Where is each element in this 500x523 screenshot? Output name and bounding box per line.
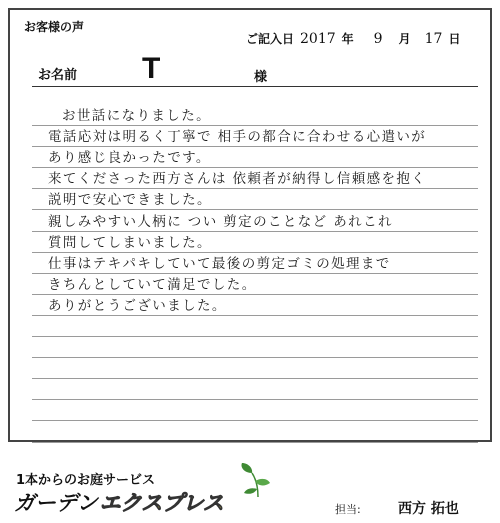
ruled-line bbox=[32, 147, 478, 168]
customer-name-row bbox=[32, 52, 478, 87]
ruled-line bbox=[32, 400, 478, 421]
ruled-line bbox=[32, 379, 478, 400]
honorific-suffix: 様 bbox=[254, 70, 268, 85]
ruled-line bbox=[32, 126, 478, 147]
ruled-line bbox=[32, 295, 478, 316]
logo-text-garden: ガーデン bbox=[14, 491, 98, 515]
ruled-line bbox=[32, 232, 478, 253]
message-line-8: 仕事はテキパキしていて最後の剪定ゴミの処理まで bbox=[48, 255, 391, 272]
card-title: お客様の声 bbox=[24, 20, 85, 34]
ruled-line bbox=[32, 316, 478, 337]
message-line-9: きちんとしていて満足でした。 bbox=[48, 276, 257, 293]
logo-text-express: エクスプレス bbox=[99, 491, 224, 515]
message-line-4: 来てくださった西方さんは 依頼者が納得し信頼感を抱く bbox=[48, 171, 427, 188]
ruled-line bbox=[32, 337, 478, 358]
message-line-10: ありがとうございました。 bbox=[48, 297, 227, 314]
staff-label: 担当: bbox=[335, 503, 361, 516]
customer-voice-card bbox=[8, 8, 492, 442]
company-footer bbox=[0, 445, 500, 523]
date-month: 9 bbox=[373, 31, 383, 47]
ruled-line bbox=[32, 253, 478, 274]
ruled-line bbox=[32, 105, 478, 126]
entry-date bbox=[246, 30, 460, 47]
date-year: 2017 bbox=[300, 31, 336, 47]
date-label: ご記入日 bbox=[246, 32, 295, 46]
ruled-line bbox=[32, 168, 478, 189]
staff-name: 西方 拓也 bbox=[398, 501, 459, 517]
ruled-line bbox=[32, 421, 478, 442]
message-line-6: 親しみやすい人柄に つい 剪定のことなど あれこれ bbox=[48, 213, 393, 230]
date-day: 17 bbox=[424, 31, 443, 47]
date-day-unit: 日 bbox=[448, 32, 461, 46]
message-line-2: 電話応対は明るく丁寧で 相手の都合に合わせる心遣いが bbox=[48, 129, 427, 146]
ruled-line bbox=[32, 189, 478, 210]
message-line-5: 説明で安心できました。 bbox=[48, 192, 212, 209]
ruled-line bbox=[32, 274, 478, 295]
message-line-7: 質問してしまいました。 bbox=[48, 234, 212, 251]
handwritten-message bbox=[32, 105, 478, 443]
date-month-unit: 月 bbox=[398, 32, 411, 46]
company-logo bbox=[14, 487, 224, 517]
leaf-icon bbox=[232, 461, 282, 501]
ruled-line bbox=[32, 210, 478, 231]
message-line-1: お世話になりました。 bbox=[62, 108, 211, 125]
company-tagline: 1本からのお庭サービス bbox=[16, 473, 156, 488]
message-line-3: あり感じ良かったです。 bbox=[48, 150, 211, 167]
date-year-unit: 年 bbox=[341, 32, 354, 46]
name-label: お名前 bbox=[38, 68, 78, 83]
customer-name: T bbox=[142, 52, 161, 85]
ruled-line bbox=[32, 358, 478, 379]
